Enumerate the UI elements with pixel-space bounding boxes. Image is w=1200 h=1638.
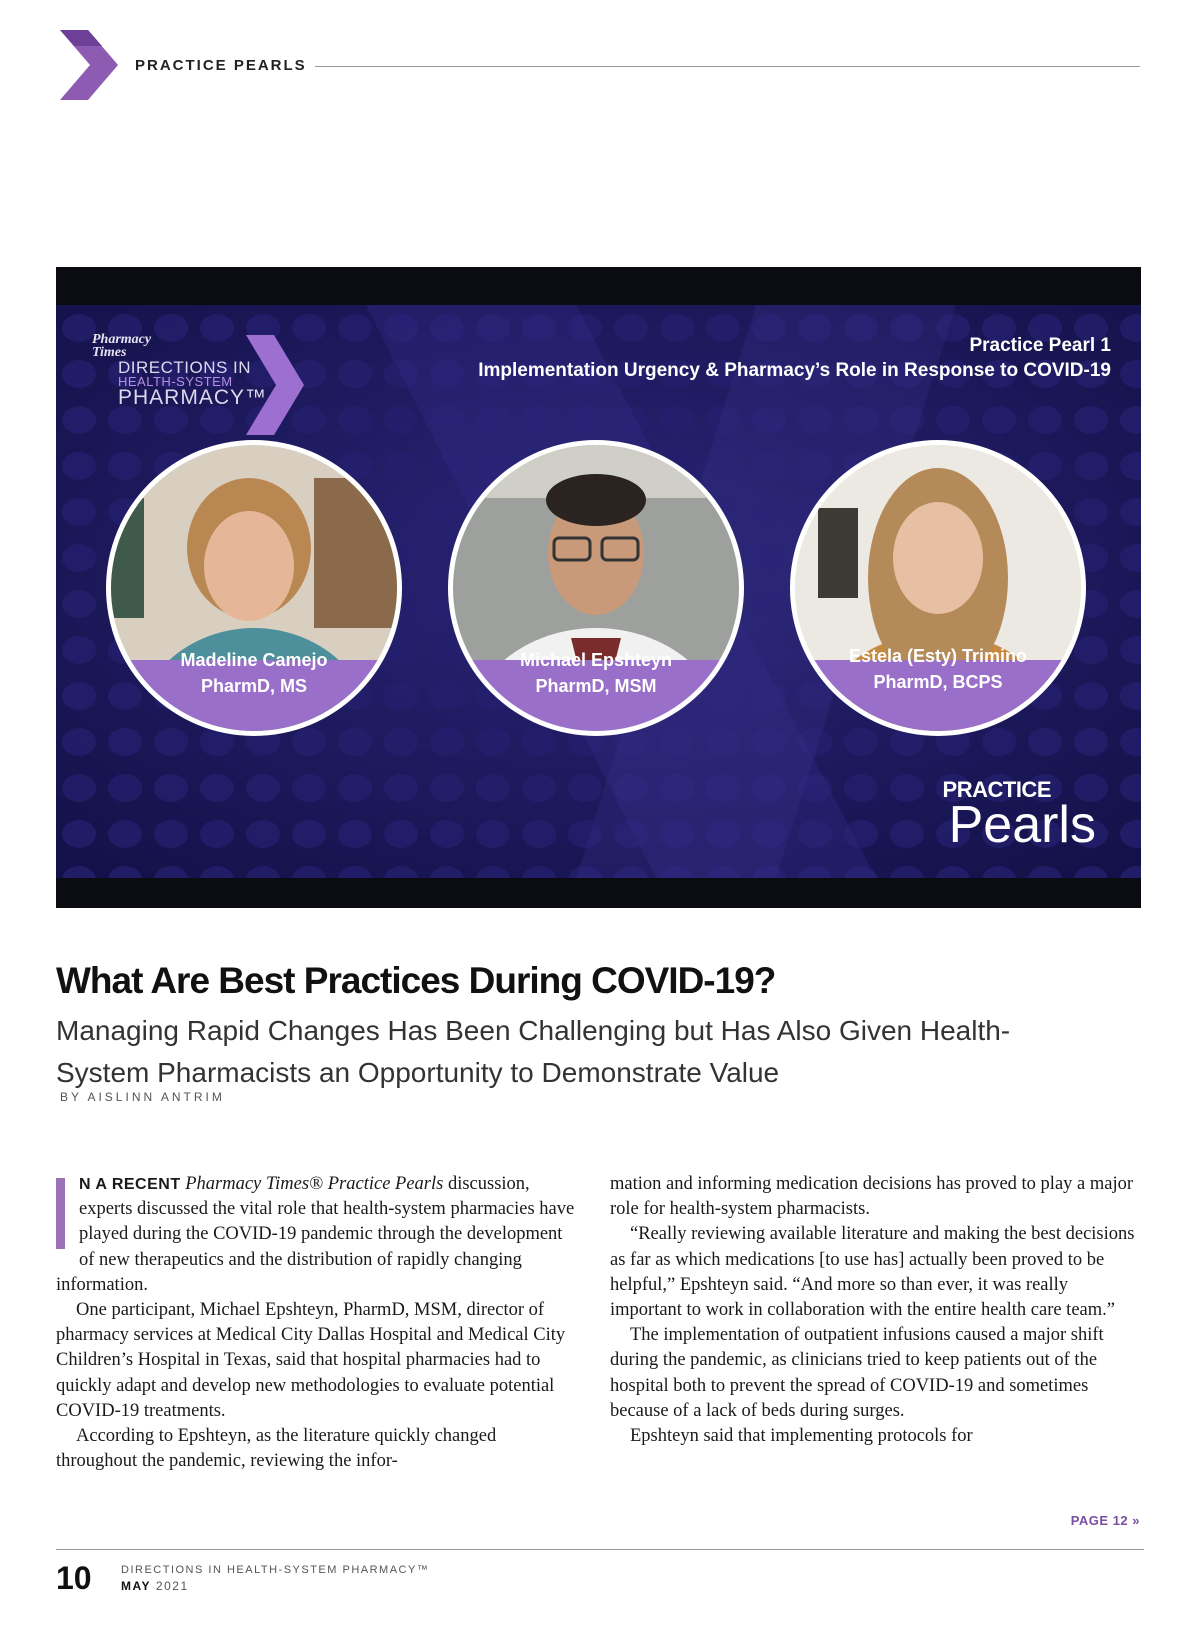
publication-month: MAY — [121, 1579, 152, 1593]
series-logo-top: PRACTICE — [942, 777, 1051, 802]
article-paragraph-5: “Really reviewing available literature and making the best decisions as far as which medications [to use has] actually been proved to be helpful,” Epshteyn said. “And more so than ever, it was really important to work in collaboration with the entire health care team.” — [610, 1224, 1135, 1321]
page-number: 10 — [56, 1560, 92, 1596]
footer-divider — [56, 1549, 1144, 1550]
pearl-title: Implementation Urgency & Pharmacy’s Role in Response to COVID-19 — [478, 360, 1111, 381]
byline: BY AISLINN ANTRIM — [60, 1090, 225, 1104]
panelist-name-1: Madeline Camejo — [180, 650, 328, 670]
panelist-credentials-1: PharmD, MS — [200, 676, 308, 696]
article-paragraph-2: One participant, Michael Epshteyn, PharmD, MSM, director of pharmacy services at Medical City Dallas Hospital and Medical City Children’s Hospital in Texas, said that hospital pharmacies had to quickly adapt and develop new methodologies to evaluate potential COVID-19 treatments. — [56, 1300, 566, 1421]
publication-year: 2021 — [155, 1579, 189, 1593]
logo-line-2: HEALTH-SYSTEM — [118, 374, 233, 389]
lead-in: N A RECENT — [79, 1176, 181, 1193]
paragraph-1-text: discussion, experts discussed the vital role that health-system pharmacies have played during the COVID-19 pandemic through the development of new therapeutics and the distribution of rapidly changing information. — [56, 1174, 575, 1295]
article-title: What Are Best Practices During COVID-19? — [56, 960, 776, 1001]
article-paragraph-7: Epshteyn said that implementing protocols for — [630, 1426, 973, 1447]
article-column-right — [610, 1172, 1135, 1449]
article-paragraph-6: The implementation of outpatient infusions caused a major shift during the pandemic, as clinicians tried to keep patients out of the hospital both to prevent the spread of COVID-19 and sometimes because of a lack of beds during surges. — [610, 1325, 1104, 1421]
panelist-credentials-2: PharmD, MSM — [535, 676, 657, 696]
publication-name: DIRECTIONS IN HEALTH-SYSTEM PHARMACY™ — [121, 1564, 430, 1576]
series-logo-bottom: Pearls — [948, 796, 1096, 854]
continue-link[interactable]: PAGE 12 » — [1070, 1513, 1140, 1528]
logo-brand: Pharmacy Times — [92, 332, 152, 360]
drop-cap-bar — [56, 1178, 65, 1249]
lead-italic: Pharmacy Times® Practice Pearls — [185, 1174, 444, 1194]
hero-video-still — [56, 267, 1141, 908]
section-chevron-icon — [60, 28, 120, 102]
panelist-name-3: Estela (Esty) Trimino — [848, 646, 1028, 666]
article-paragraph-4: mation and informing medication decisions has proved to play a major role for health-system pharmacists. — [610, 1174, 1134, 1220]
pearl-number: Practice Pearl 1 — [969, 335, 1111, 356]
article-subtitle: Managing Rapid Changes Has Been Challenging but Has Also Given Health-System Pharmacists an Opportunity to Demonstrate Value — [56, 1015, 1011, 1088]
section-label: PRACTICE PEARLS — [135, 57, 307, 74]
logo-line-1: DIRECTIONS IN — [118, 358, 252, 377]
article-paragraph-3: According to Epshteyn, as the literature quickly changed throughout the pandemic, reviewing the infor- — [56, 1426, 497, 1472]
logo-line-3: PHARMACY™ — [118, 386, 268, 409]
panelist-name-2: Michael Epshteyn — [519, 650, 673, 670]
panelist-credentials-3: PharmD, BCPS — [873, 672, 1003, 692]
publication-date — [121, 1579, 189, 1593]
article-paragraph-1 — [56, 1172, 581, 1298]
article-column-left — [56, 1172, 581, 1474]
header-divider — [315, 66, 1140, 67]
